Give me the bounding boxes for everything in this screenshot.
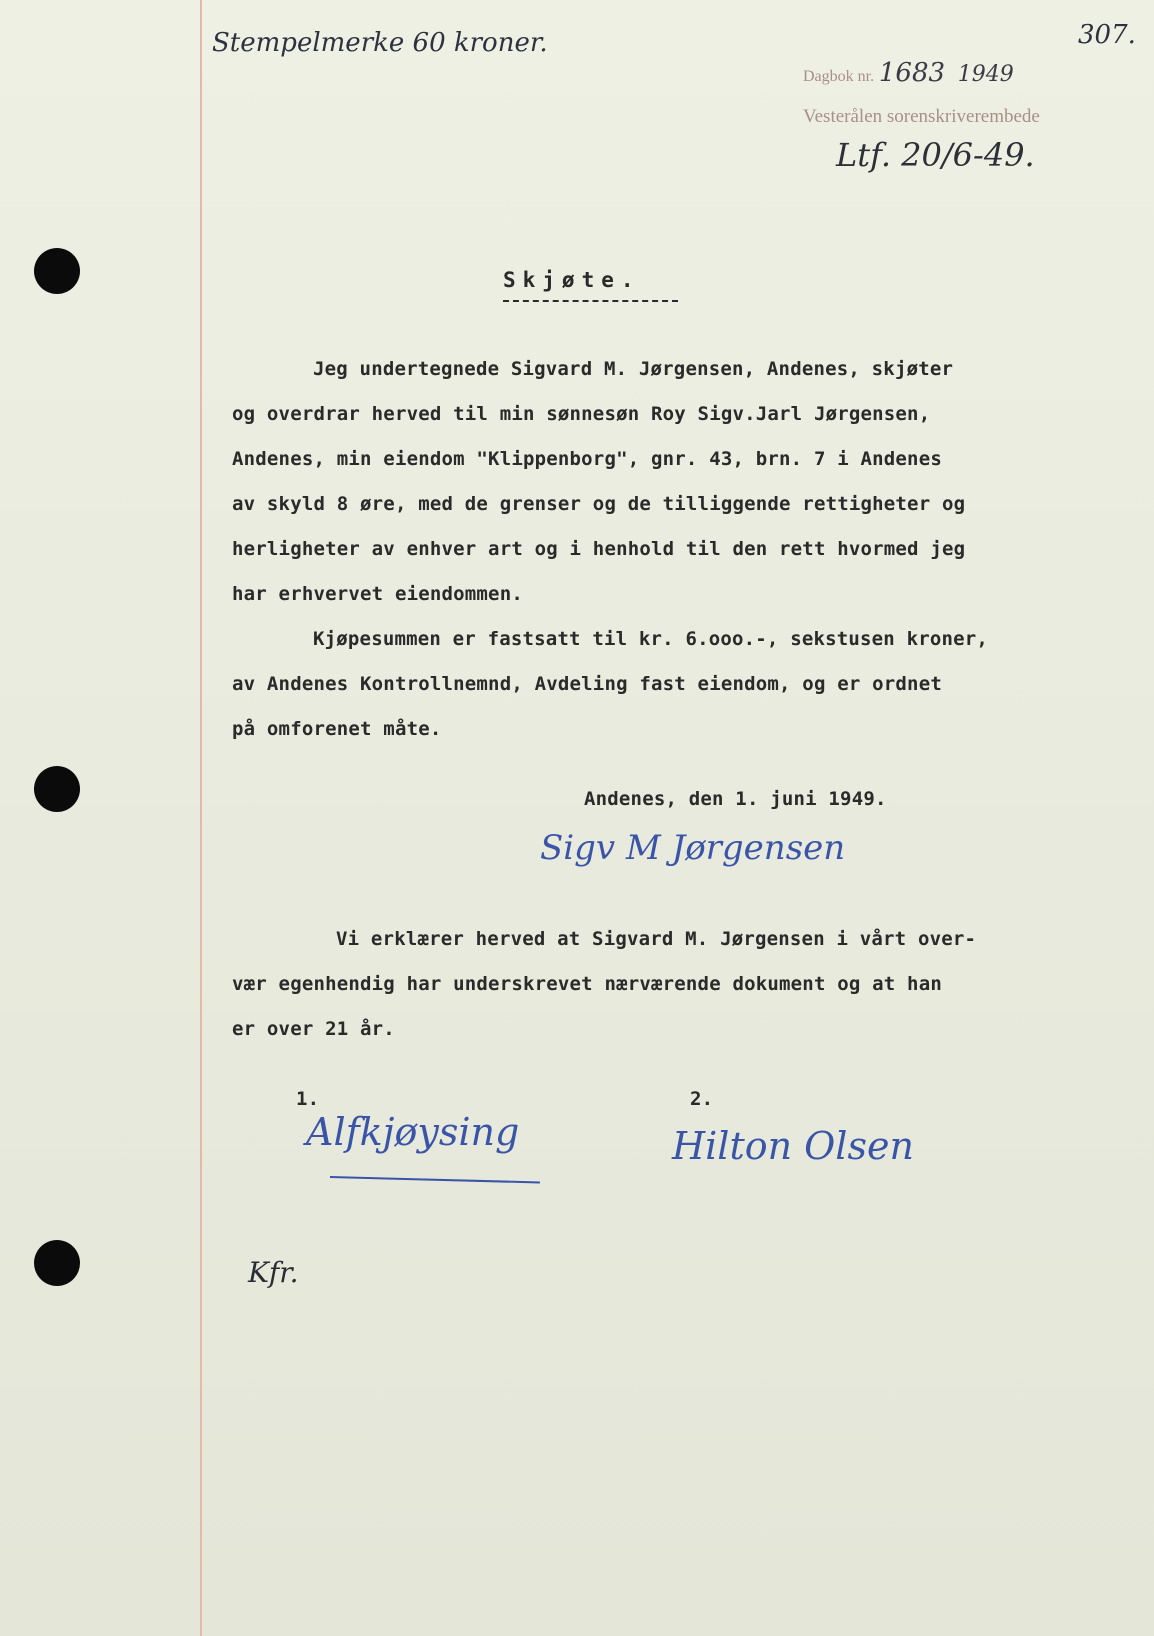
body-line: av Andenes Kontrollnemnd, Avdeling fast eiendom, og er ordnet bbox=[232, 673, 942, 695]
registry-office: Vesterålen sorenskriverembede bbox=[803, 106, 1040, 127]
document-title: Skjøte. bbox=[503, 268, 641, 292]
margin-rule bbox=[200, 0, 202, 1636]
witness-2-label: 2. bbox=[690, 1088, 714, 1110]
body-line: har erhvervet eiendommen. bbox=[232, 583, 523, 605]
body-line: og overdrar herved til min sønnesøn Roy Sigv.Jarl Jørgensen, bbox=[232, 403, 931, 425]
body-line: Kjøpesummen er fastsatt til kr. 6.ooo.-, sekstusen kroner, bbox=[313, 628, 989, 650]
witness-1-label: 1. bbox=[296, 1088, 320, 1110]
witness-line: vær egenhendig har underskrevet nærværende dokument og at han bbox=[232, 973, 942, 995]
body-line: av skyld 8 øre, med de grenser og de tilliggende rettigheter og bbox=[232, 493, 966, 515]
body-line: Andenes, min eiendom "Klippenborg", gnr. 43, brn. 7 i Andenes bbox=[232, 448, 942, 470]
page-number: 307. bbox=[1078, 20, 1136, 50]
seller-signature: Sigv M Jørgensen bbox=[540, 828, 846, 868]
body-line: herligheter av enhver art og i henhold til den rett hvormed jeg bbox=[232, 538, 966, 560]
stamp-duty-note: Stempelmerke 60 kroner. bbox=[212, 28, 548, 58]
witness-1-signature-stroke bbox=[330, 1176, 540, 1183]
body-line: på omforenet måte. bbox=[232, 718, 442, 740]
registry-stamp-line-1 bbox=[803, 58, 1014, 88]
dagbok-label: Dagbok nr. bbox=[803, 68, 875, 85]
witness-1-signature: Alfkjøysing bbox=[306, 1110, 520, 1154]
body-line: Jeg undertegnede Sigvard M. Jørgensen, Andenes, skjøter bbox=[313, 358, 954, 380]
punch-hole-middle bbox=[34, 766, 80, 812]
registration-note: Ltf. 20/6-49. bbox=[836, 136, 1035, 174]
dagbok-year: 1949 bbox=[957, 62, 1014, 87]
punch-hole-bottom bbox=[34, 1240, 80, 1286]
clerk-initials: Kfr. bbox=[248, 1256, 299, 1289]
title-underline bbox=[503, 300, 678, 302]
punch-hole-top bbox=[34, 248, 80, 294]
place-date: Andenes, den 1. juni 1949. bbox=[584, 788, 887, 810]
witness-line: er over 21 år. bbox=[232, 1018, 395, 1040]
witness-2-signature: Hilton Olsen bbox=[672, 1124, 914, 1168]
dagbok-number: 1683 bbox=[878, 58, 946, 88]
witness-line: Vi erklærer herved at Sigvard M. Jørgensen i vårt over- bbox=[336, 928, 977, 950]
